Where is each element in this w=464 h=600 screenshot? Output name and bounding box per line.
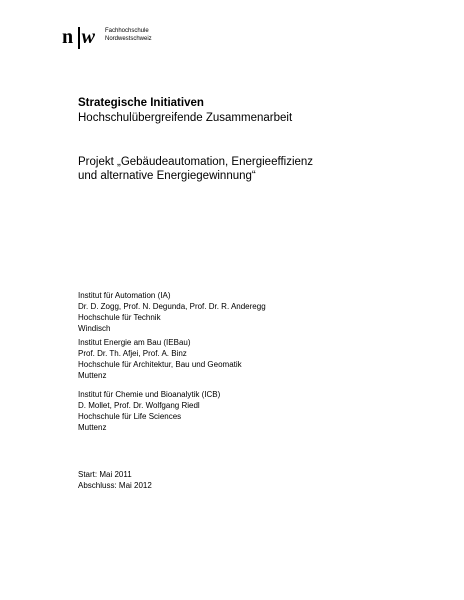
- logo-text-line-1: Fachhochschule: [105, 28, 149, 34]
- project-title: [78, 155, 313, 183]
- institute-location: Windisch: [78, 324, 111, 333]
- institute-people: Dr. D. Zogg, Prof. N. Degunda, Prof. Dr. R. Anderegg: [78, 302, 266, 311]
- institute-school: Hochschule für Architektur, Bau und Geomatik: [78, 360, 242, 369]
- institute-name: Institut für Chemie und Bioanalytik (ICB): [78, 390, 221, 399]
- project-dates: [78, 469, 152, 491]
- document-subtitle: Hochschulübergreifende Zusammenarbeit: [78, 112, 293, 124]
- logo-letter-n: n: [62, 26, 73, 48]
- logo-divider: [78, 27, 80, 49]
- institute-location: Muttenz: [78, 423, 107, 432]
- end-date: Abschluss: Mai 2012: [78, 481, 152, 490]
- institute-block-icb: [78, 389, 220, 433]
- institute-name: Institut Energie am Bau (IEBau): [78, 338, 191, 347]
- institute-school: Hochschule für Technik: [78, 313, 161, 322]
- start-date: Start: Mai 2011: [78, 470, 132, 479]
- logo-text: [105, 28, 152, 43]
- institute-school: Hochschule für Life Sciences: [78, 412, 182, 421]
- institute-block-iebau: [78, 337, 242, 381]
- institute-name: Institut für Automation (IA): [78, 291, 171, 300]
- project-title-line-2: und alternative Energiegewinnung“: [78, 170, 256, 182]
- document-title: Strategische Initiativen: [78, 97, 204, 109]
- institute-people: Prof. Dr. Th. Afjei, Prof. A. Binz: [78, 349, 187, 358]
- logo-letter-w: w: [81, 26, 95, 48]
- project-title-line-1: Projekt „Gebäudeautomation, Energieeffizienz: [78, 156, 314, 168]
- institute-block-ia: [78, 290, 266, 334]
- institute-location: Muttenz: [78, 371, 107, 380]
- institute-people: D. Mollet, Prof. Dr. Wolfgang Riedl: [78, 401, 200, 410]
- logo-text-line-2: Nordwestschweiz: [105, 35, 152, 42]
